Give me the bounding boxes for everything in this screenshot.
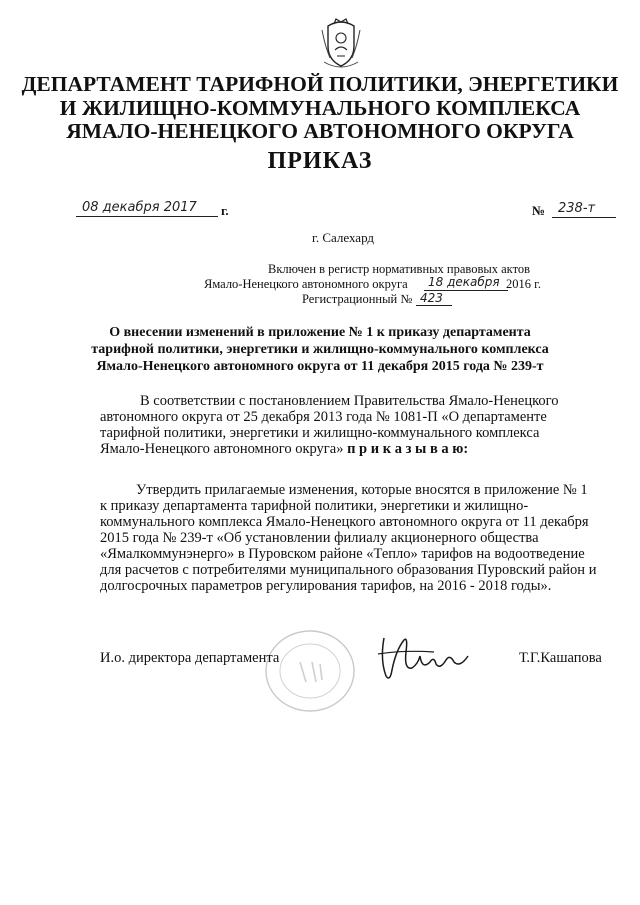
body-line-3: коммунального комплекса Ямало-Ненецкого автономного округа от 11 декабря bbox=[100, 514, 589, 530]
signatory-position: И.о. директора департамента bbox=[100, 650, 280, 666]
handwritten-signature-icon bbox=[374, 630, 474, 684]
registration-line-1: Включен в регистр нормативных правовых актов bbox=[268, 262, 531, 276]
body-line-2: к приказу департамента тарифной политики, энергетики и жилищно- bbox=[100, 498, 529, 514]
registration-line-3 bbox=[302, 292, 482, 308]
order-number bbox=[532, 200, 622, 220]
order-number-handwritten: 238-т bbox=[558, 201, 596, 216]
city: г. Салехард bbox=[311, 230, 375, 245]
registration-number-underline bbox=[416, 305, 452, 306]
registration-line-2 bbox=[204, 277, 564, 293]
order-number-underline bbox=[552, 217, 616, 218]
order-number-prefix: № bbox=[532, 203, 546, 218]
registration-number-handwritten: 423 bbox=[420, 291, 443, 305]
registration-line-2-suffix: 2016 г. bbox=[506, 277, 541, 291]
order-date-suffix: г. bbox=[221, 203, 229, 218]
body-line-1: Утвердить прилагаемые изменения, которые вносятся в приложение № 1 bbox=[136, 482, 588, 498]
preamble-line-4 bbox=[100, 441, 615, 457]
body-line-5: «Ямалкоммунэнерго» в Пуровском районе «Тепло» тарифов на водоотведение bbox=[100, 546, 585, 562]
order-date-underline bbox=[76, 216, 218, 217]
department-name-line-2: И ЖИЛИЩНО-КОММУНАЛЬНОГО КОМПЛЕКСА bbox=[59, 96, 581, 120]
registration-line-3-prefix: Регистрационный № bbox=[302, 292, 413, 306]
body-line-4: 2015 года № 239-т «Об установлении филиалу акционерного общества bbox=[100, 530, 539, 546]
signatory-name: Т.Г.Кашапова bbox=[519, 650, 602, 666]
department-name-line-3: ЯМАЛО-НЕНЕЦКОГО АВТОНОМНОГО ОКРУГА bbox=[66, 119, 574, 143]
department-name-line-1: ДЕПАРТАМЕНТ ТАРИФНОЙ ПОЛИТИКИ, ЭНЕРГЕТИКИ bbox=[21, 72, 619, 96]
order-date bbox=[76, 200, 229, 220]
preamble-line-3: тарифной политики, энергетики и жилищно-коммунального комплекса bbox=[100, 425, 540, 441]
round-stamp-icon bbox=[262, 626, 358, 716]
order-heading-line-2: тарифной политики, энергетики и жилищно-коммунального комплекса bbox=[91, 342, 549, 357]
order-heading-line-1: О внесении изменений в приложение № 1 к приказу департамента bbox=[109, 325, 531, 340]
order-date-handwritten: 08 декабря 2017 bbox=[82, 200, 197, 215]
registration-date-handwritten: 18 декабря bbox=[428, 275, 500, 289]
order-heading-line-3: Ямало-Ненецкого автономного округа от 11 декабря 2015 года № 239-т bbox=[96, 359, 544, 374]
preamble-line-4-text: Ямало-Ненецкого автономного округа» bbox=[100, 441, 344, 457]
preamble-line-1: В соответствии с постановлением Правительства Ямало-Ненецкого bbox=[140, 393, 559, 409]
registration-line-2-prefix: Ямало-Ненецкого автономного округа bbox=[204, 277, 408, 291]
coat-of-arms-icon bbox=[318, 16, 364, 70]
preamble-order-word: п р и к а з ы в а ю: bbox=[347, 441, 469, 457]
body-line-7: долгосрочных параметров регулирования тарифов, на 2016 - 2018 годы». bbox=[100, 578, 552, 594]
document-type: ПРИКАЗ bbox=[267, 148, 373, 174]
body-line-6: для расчетов с потребителями муниципального образования Пуровский район и bbox=[100, 562, 597, 578]
preamble-line-2: автономного округа от 25 декабря 2013 года № 1081-П «О департаменте bbox=[100, 409, 547, 425]
